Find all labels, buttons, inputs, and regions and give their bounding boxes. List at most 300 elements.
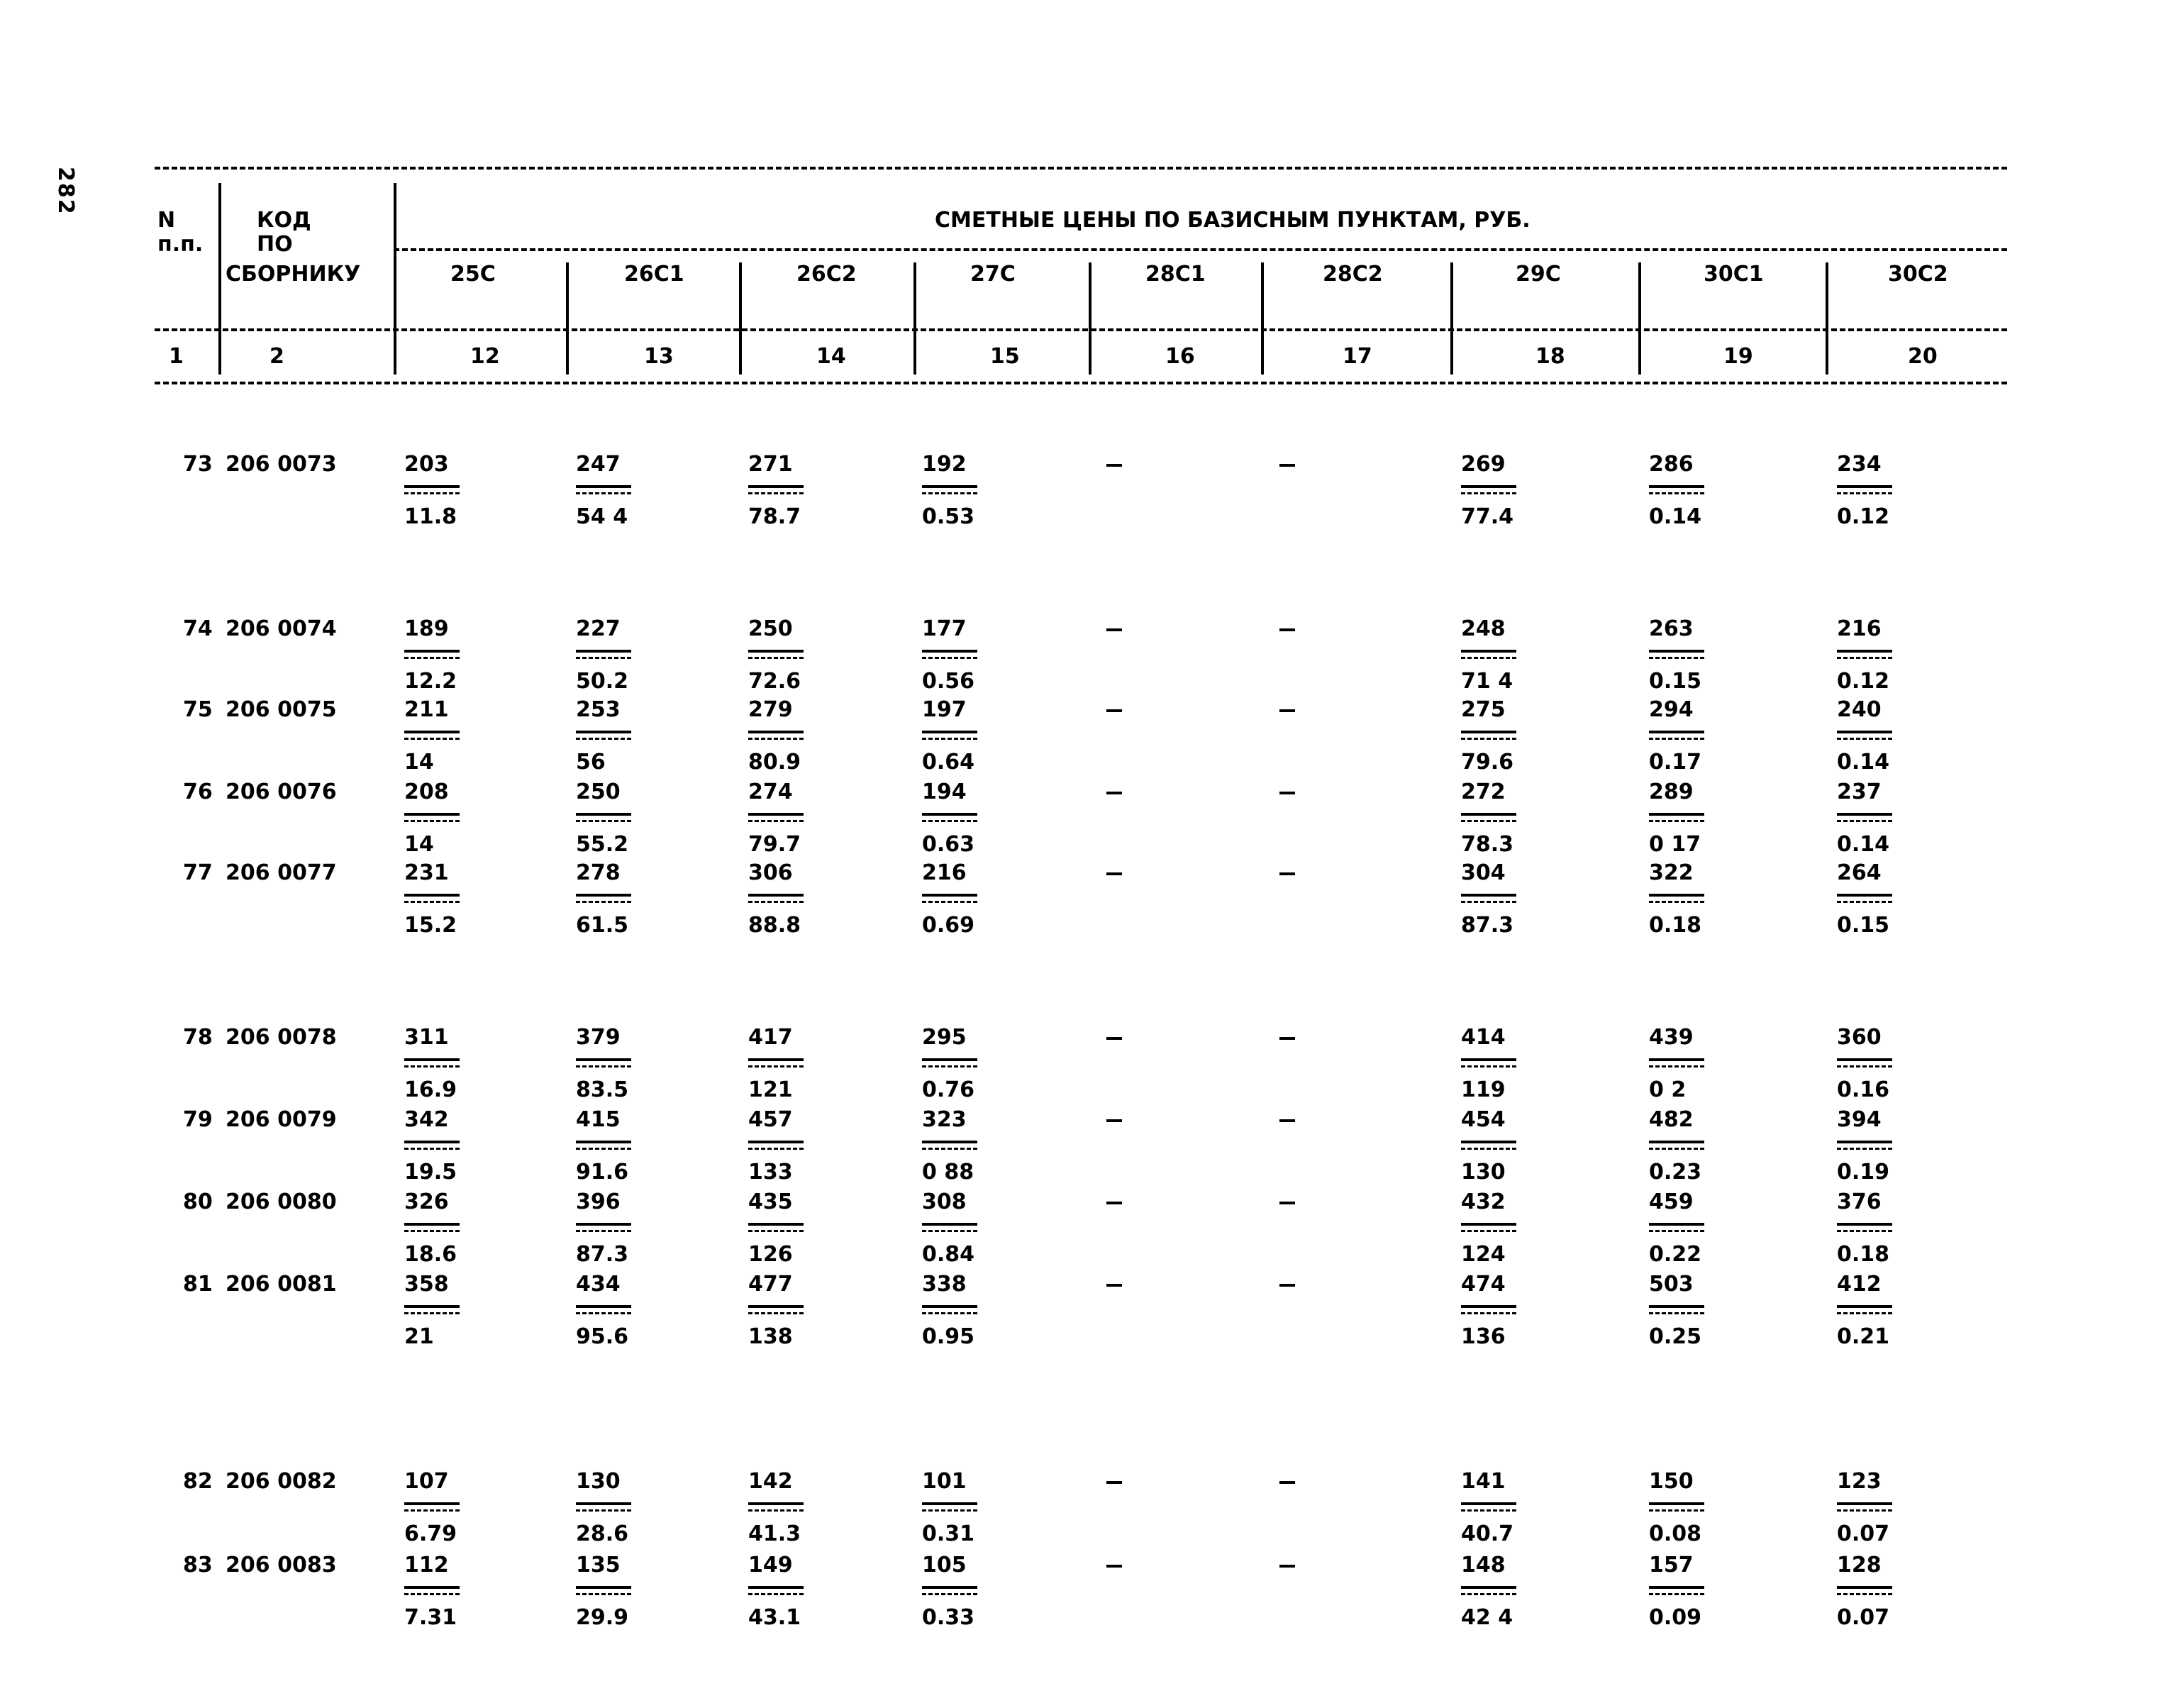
fraction-bar <box>748 1223 804 1226</box>
price-value: 396 <box>576 1190 621 1214</box>
secondary-value: 50.2 <box>576 669 629 694</box>
header-divider <box>1089 262 1092 375</box>
fraction-bar <box>404 1223 460 1226</box>
fraction-bar <box>1461 731 1516 733</box>
fraction-bar <box>922 485 977 488</box>
secondary-value: 0.95 <box>922 1324 975 1349</box>
secondary-value: 77.4 <box>1461 504 1514 529</box>
fraction-bar <box>922 1586 977 1589</box>
row-code: 206 0077 <box>226 860 337 885</box>
fraction-bar <box>404 813 460 816</box>
empty-value-dash <box>1106 1119 1122 1122</box>
column-header: 28С1 <box>1145 262 1206 287</box>
fraction-bar <box>576 731 631 733</box>
fraction-bar <box>576 1223 631 1226</box>
price-value: 269 <box>1461 452 1506 477</box>
secondary-value: 83.5 <box>576 1077 629 1102</box>
price-value: 326 <box>404 1190 449 1214</box>
row-number: 81 <box>183 1272 213 1297</box>
secondary-value: 14 <box>404 832 434 857</box>
secondary-value: 0.08 <box>1649 1521 1702 1546</box>
empty-value-dash <box>1106 1565 1122 1568</box>
header-code-2: ПО <box>257 232 293 257</box>
price-value: 308 <box>922 1190 967 1214</box>
fraction-bar <box>1837 894 1892 897</box>
fraction-bar <box>404 731 460 733</box>
secondary-value: 18.6 <box>404 1242 457 1267</box>
price-value: 338 <box>922 1272 967 1297</box>
row-code: 206 0080 <box>226 1190 337 1214</box>
fraction-bar <box>1837 650 1892 653</box>
secondary-value: 0.18 <box>1649 913 1702 938</box>
price-value: 289 <box>1649 780 1694 804</box>
fraction-bar <box>576 485 631 488</box>
price-value: 323 <box>922 1107 967 1132</box>
header-pp: п.п. <box>157 232 204 257</box>
fraction-bar <box>1649 813 1704 816</box>
fraction-bar <box>922 1141 977 1143</box>
fraction-bar <box>922 894 977 897</box>
secondary-value: 71 4 <box>1461 669 1513 694</box>
price-value: 295 <box>922 1025 967 1050</box>
price-value: 376 <box>1837 1190 1882 1214</box>
price-value: 150 <box>1649 1469 1694 1494</box>
secondary-value: 0.15 <box>1649 669 1702 694</box>
price-value: 107 <box>404 1469 449 1494</box>
secondary-value: 0.18 <box>1837 1242 1890 1267</box>
price-value: 306 <box>748 860 793 885</box>
secondary-value: 15.2 <box>404 913 457 938</box>
secondary-value: 19.5 <box>404 1160 457 1185</box>
header-divider <box>394 183 396 375</box>
price-value: 342 <box>404 1107 449 1132</box>
price-value: 194 <box>922 780 967 804</box>
secondary-value: 124 <box>1461 1242 1506 1267</box>
empty-value-dash <box>1279 1119 1295 1122</box>
row-number: 82 <box>183 1469 213 1494</box>
page-number: 282 <box>53 167 78 216</box>
price-value: 264 <box>1837 860 1882 885</box>
secondary-value: 0 17 <box>1649 832 1701 857</box>
column-number: 18 <box>1535 344 1565 369</box>
price-value: 482 <box>1649 1107 1694 1132</box>
price-value: 417 <box>748 1025 793 1050</box>
column-number: 14 <box>816 344 846 369</box>
fraction-bar <box>1649 1223 1704 1226</box>
fraction-bar <box>1649 1502 1704 1505</box>
price-value: 459 <box>1649 1190 1694 1214</box>
price-value: 227 <box>576 616 621 641</box>
price-value: 211 <box>404 697 449 722</box>
price-value: 274 <box>748 780 793 804</box>
column-number: 16 <box>1165 344 1195 369</box>
fraction-bar <box>748 485 804 488</box>
price-value: 474 <box>1461 1272 1506 1297</box>
fraction-bar <box>922 1305 977 1308</box>
fraction-bar <box>922 1058 977 1061</box>
price-value: 189 <box>404 616 449 641</box>
secondary-value: 16.9 <box>404 1077 457 1102</box>
secondary-value: 0.14 <box>1649 504 1702 529</box>
secondary-value: 55.2 <box>576 832 629 857</box>
fraction-bar <box>748 1141 804 1143</box>
empty-value-dash <box>1106 872 1122 875</box>
fraction-bar <box>1837 1141 1892 1143</box>
secondary-value: 40.7 <box>1461 1521 1514 1546</box>
empty-value-dash <box>1279 1284 1295 1287</box>
fraction-bar <box>576 1586 631 1589</box>
fraction-bar <box>1461 1305 1516 1308</box>
secondary-value: 14 <box>404 750 434 775</box>
secondary-value: 7.31 <box>404 1605 457 1630</box>
price-value: 454 <box>1461 1107 1506 1132</box>
price-value: 247 <box>576 452 621 477</box>
price-value: 439 <box>1649 1025 1694 1050</box>
price-value: 250 <box>576 780 621 804</box>
price-value: 358 <box>404 1272 449 1297</box>
column-number: 19 <box>1723 344 1753 369</box>
secondary-value: 136 <box>1461 1324 1506 1349</box>
secondary-value: 0.63 <box>922 832 975 857</box>
fraction-bar <box>748 650 804 653</box>
row-number: 77 <box>183 860 213 885</box>
price-value: 294 <box>1649 697 1694 722</box>
secondary-value: 11.8 <box>404 504 457 529</box>
fraction-bar <box>1461 485 1516 488</box>
secondary-value: 0.21 <box>1837 1324 1890 1349</box>
price-value: 457 <box>748 1107 793 1132</box>
fraction-bar <box>922 731 977 733</box>
secondary-value: 0.12 <box>1837 504 1890 529</box>
price-value: 192 <box>922 452 967 477</box>
secondary-value: 0 88 <box>922 1160 974 1185</box>
price-value: 360 <box>1837 1025 1882 1050</box>
price-value: 279 <box>748 697 793 722</box>
fraction-bar <box>748 1502 804 1505</box>
price-value: 148 <box>1461 1553 1506 1577</box>
row-number: 74 <box>183 616 213 641</box>
price-value: 286 <box>1649 452 1694 477</box>
column-header: 30С1 <box>1704 262 1764 287</box>
column-header: 28С2 <box>1323 262 1383 287</box>
fraction-bar <box>1461 1502 1516 1505</box>
column-number: 1 <box>169 344 184 369</box>
price-value: 263 <box>1649 616 1694 641</box>
header-divider <box>218 183 221 375</box>
secondary-value: 0.23 <box>1649 1160 1702 1185</box>
fraction-bar <box>1837 813 1892 816</box>
price-value: 231 <box>404 860 449 885</box>
price-value: 432 <box>1461 1190 1506 1214</box>
secondary-value: 0.64 <box>922 750 975 775</box>
empty-value-dash <box>1106 1481 1122 1484</box>
secondary-value: 0.17 <box>1649 750 1702 775</box>
row-code: 206 0079 <box>226 1107 337 1132</box>
empty-value-dash <box>1279 464 1295 467</box>
fraction-bar <box>748 1305 804 1308</box>
fraction-bar <box>576 650 631 653</box>
row-code: 206 0082 <box>226 1469 337 1494</box>
secondary-value: 0.84 <box>922 1242 975 1267</box>
empty-value-dash <box>1106 464 1122 467</box>
column-header: 26С2 <box>796 262 857 287</box>
fraction-bar <box>576 894 631 897</box>
header-divider <box>1261 262 1264 375</box>
price-value: 142 <box>748 1469 793 1494</box>
secondary-value: 87.3 <box>1461 913 1514 938</box>
empty-value-dash <box>1106 1202 1122 1204</box>
price-value: 278 <box>576 860 621 885</box>
empty-value-dash <box>1279 1037 1295 1040</box>
fraction-bar <box>1461 1223 1516 1226</box>
secondary-value: 79.7 <box>748 832 801 857</box>
header-divider <box>1638 262 1641 375</box>
price-value: 203 <box>404 452 449 477</box>
fraction-bar <box>1649 650 1704 653</box>
fraction-bar <box>1837 1058 1892 1061</box>
secondary-value: 0.19 <box>1837 1160 1890 1185</box>
fraction-bar <box>576 1305 631 1308</box>
price-value: 216 <box>1837 616 1882 641</box>
price-value: 253 <box>576 697 621 722</box>
empty-value-dash <box>1279 1202 1295 1204</box>
secondary-value: 0.31 <box>922 1521 975 1546</box>
secondary-value: 78.7 <box>748 504 801 529</box>
row-number: 75 <box>183 697 213 722</box>
row-code: 206 0073 <box>226 452 337 477</box>
secondary-value: 0.07 <box>1837 1605 1890 1630</box>
fraction-bar <box>1837 1502 1892 1505</box>
price-value: 477 <box>748 1272 793 1297</box>
row-code: 206 0078 <box>226 1025 337 1050</box>
column-number: 20 <box>1908 344 1938 369</box>
fraction-bar <box>922 650 977 653</box>
column-number: 12 <box>470 344 500 369</box>
secondary-value: 138 <box>748 1324 793 1349</box>
secondary-value: 0.69 <box>922 913 975 938</box>
row-number: 76 <box>183 780 213 804</box>
secondary-value: 0.56 <box>922 669 975 694</box>
fraction-bar <box>748 1586 804 1589</box>
fraction-bar <box>576 1141 631 1143</box>
group-title-rule <box>394 248 2007 251</box>
secondary-value: 61.5 <box>576 913 629 938</box>
empty-value-dash <box>1279 628 1295 631</box>
secondary-value: 78.3 <box>1461 832 1514 857</box>
secondary-value: 121 <box>748 1077 793 1102</box>
column-header: 26С1 <box>624 262 684 287</box>
price-value: 240 <box>1837 697 1882 722</box>
secondary-value: 0.76 <box>922 1077 975 1102</box>
header-divider <box>739 262 742 375</box>
fraction-bar <box>1649 1586 1704 1589</box>
fraction-bar <box>576 1502 631 1505</box>
empty-value-dash <box>1279 792 1295 794</box>
secondary-value: 21 <box>404 1324 434 1349</box>
secondary-value: 6.79 <box>404 1521 457 1546</box>
fraction-bar <box>748 813 804 816</box>
column-number: 15 <box>990 344 1020 369</box>
price-value: 130 <box>576 1469 621 1494</box>
price-value: 311 <box>404 1025 449 1050</box>
header-divider <box>1826 262 1828 375</box>
secondary-value: 80.9 <box>748 750 801 775</box>
price-value: 237 <box>1837 780 1882 804</box>
price-value: 157 <box>1649 1553 1694 1577</box>
fraction-bar <box>1461 1141 1516 1143</box>
fraction-bar <box>1461 1058 1516 1061</box>
fraction-bar <box>576 813 631 816</box>
secondary-value: 0 2 <box>1649 1077 1687 1102</box>
secondary-value: 0.15 <box>1837 913 1890 938</box>
fraction-bar <box>1837 485 1892 488</box>
price-value: 197 <box>922 697 967 722</box>
fraction-bar <box>404 1058 460 1061</box>
secondary-value: 91.6 <box>576 1160 629 1185</box>
header-bottom-rule <box>155 382 2007 384</box>
price-value: 101 <box>922 1469 967 1494</box>
price-value: 379 <box>576 1025 621 1050</box>
row-number: 79 <box>183 1107 213 1132</box>
header-divider <box>1450 262 1453 375</box>
price-value: 177 <box>922 616 967 641</box>
row-number: 73 <box>183 452 213 477</box>
empty-value-dash <box>1106 792 1122 794</box>
fraction-bar <box>1837 1305 1892 1308</box>
secondary-value: 0.12 <box>1837 669 1890 694</box>
fraction-bar <box>1461 894 1516 897</box>
fraction-bar <box>1461 813 1516 816</box>
header-code-1: КОД <box>257 208 311 233</box>
price-value: 208 <box>404 780 449 804</box>
secondary-value: 54 4 <box>576 504 628 529</box>
secondary-value: 41.3 <box>748 1521 801 1546</box>
secondary-value: 0.14 <box>1837 750 1890 775</box>
column-number: 17 <box>1343 344 1372 369</box>
price-value: 271 <box>748 452 793 477</box>
price-value: 128 <box>1837 1553 1882 1577</box>
secondary-value: 0.25 <box>1649 1324 1702 1349</box>
price-value: 248 <box>1461 616 1506 641</box>
fraction-bar <box>404 1141 460 1143</box>
price-value: 123 <box>1837 1469 1882 1494</box>
price-value: 503 <box>1649 1272 1694 1297</box>
header-top-rule <box>155 167 2007 170</box>
fraction-bar <box>1837 731 1892 733</box>
column-number: 13 <box>644 344 674 369</box>
secondary-value: 0.14 <box>1837 832 1890 857</box>
empty-value-dash <box>1106 628 1122 631</box>
fraction-bar <box>1837 1586 1892 1589</box>
price-value: 434 <box>576 1272 621 1297</box>
price-value: 105 <box>922 1553 967 1577</box>
empty-value-dash <box>1279 709 1295 712</box>
price-value: 394 <box>1837 1107 1882 1132</box>
empty-value-dash <box>1106 709 1122 712</box>
secondary-value: 56 <box>576 750 606 775</box>
column-number: 2 <box>270 344 284 369</box>
fraction-bar <box>1649 1305 1704 1308</box>
row-number: 80 <box>183 1190 213 1214</box>
fraction-bar <box>748 1058 804 1061</box>
price-value: 322 <box>1649 860 1694 885</box>
price-value: 435 <box>748 1190 793 1214</box>
fraction-bar <box>404 1305 460 1308</box>
row-number: 83 <box>183 1553 213 1577</box>
fraction-bar <box>404 894 460 897</box>
header-divider <box>913 262 916 375</box>
row-code: 206 0081 <box>226 1272 337 1297</box>
fraction-bar <box>922 1502 977 1505</box>
column-header: 27С <box>970 262 1016 287</box>
price-value: 234 <box>1837 452 1882 477</box>
empty-value-dash <box>1106 1037 1122 1040</box>
fraction-bar <box>576 1058 631 1061</box>
secondary-value: 133 <box>748 1160 793 1185</box>
row-code: 206 0075 <box>226 697 337 722</box>
fraction-bar <box>1649 485 1704 488</box>
fraction-bar <box>404 1502 460 1505</box>
header-divider <box>566 262 569 375</box>
secondary-value: 119 <box>1461 1077 1506 1102</box>
column-header: 29С <box>1516 262 1561 287</box>
header-code-3: СБОРНИКУ <box>226 262 361 287</box>
secondary-value: 130 <box>1461 1160 1506 1185</box>
secondary-value: 29.9 <box>576 1605 629 1630</box>
fraction-bar <box>1461 1586 1516 1589</box>
fraction-bar <box>404 1586 460 1589</box>
header-n: N <box>157 208 176 233</box>
price-value: 135 <box>576 1553 621 1577</box>
fraction-bar <box>922 813 977 816</box>
empty-value-dash <box>1279 872 1295 875</box>
price-value: 415 <box>576 1107 621 1132</box>
empty-value-dash <box>1279 1481 1295 1484</box>
price-value: 304 <box>1461 860 1506 885</box>
secondary-value: 43.1 <box>748 1605 801 1630</box>
price-value: 414 <box>1461 1025 1506 1050</box>
secondary-value: 42 4 <box>1461 1605 1513 1630</box>
secondary-value: 0.22 <box>1649 1242 1702 1267</box>
price-value: 272 <box>1461 780 1506 804</box>
price-value: 149 <box>748 1553 793 1577</box>
header-group-title: СМЕТНЫЕ ЦЕНЫ ПО БАЗИСНЫМ ПУНКТАМ, РУБ. <box>935 208 1531 233</box>
row-code: 206 0074 <box>226 616 337 641</box>
secondary-value: 88.8 <box>748 913 801 938</box>
fraction-bar <box>1649 731 1704 733</box>
price-value: 216 <box>922 860 967 885</box>
secondary-value: 12.2 <box>404 669 457 694</box>
secondary-value: 79.6 <box>1461 750 1514 775</box>
fraction-bar <box>748 731 804 733</box>
secondary-value: 0.53 <box>922 504 975 529</box>
empty-value-dash <box>1279 1565 1295 1568</box>
secondary-value: 72.6 <box>748 669 801 694</box>
fraction-bar <box>922 1223 977 1226</box>
price-value: 412 <box>1837 1272 1882 1297</box>
secondary-value: 126 <box>748 1242 793 1267</box>
header-mid-rule <box>155 328 2007 331</box>
row-code: 206 0076 <box>226 780 337 804</box>
fraction-bar <box>404 650 460 653</box>
secondary-value: 95.6 <box>576 1324 629 1349</box>
column-header: 25С <box>450 262 496 287</box>
price-value: 250 <box>748 616 793 641</box>
secondary-value: 87.3 <box>576 1242 629 1267</box>
fraction-bar <box>1649 894 1704 897</box>
empty-value-dash <box>1106 1284 1122 1287</box>
price-value: 275 <box>1461 697 1506 722</box>
